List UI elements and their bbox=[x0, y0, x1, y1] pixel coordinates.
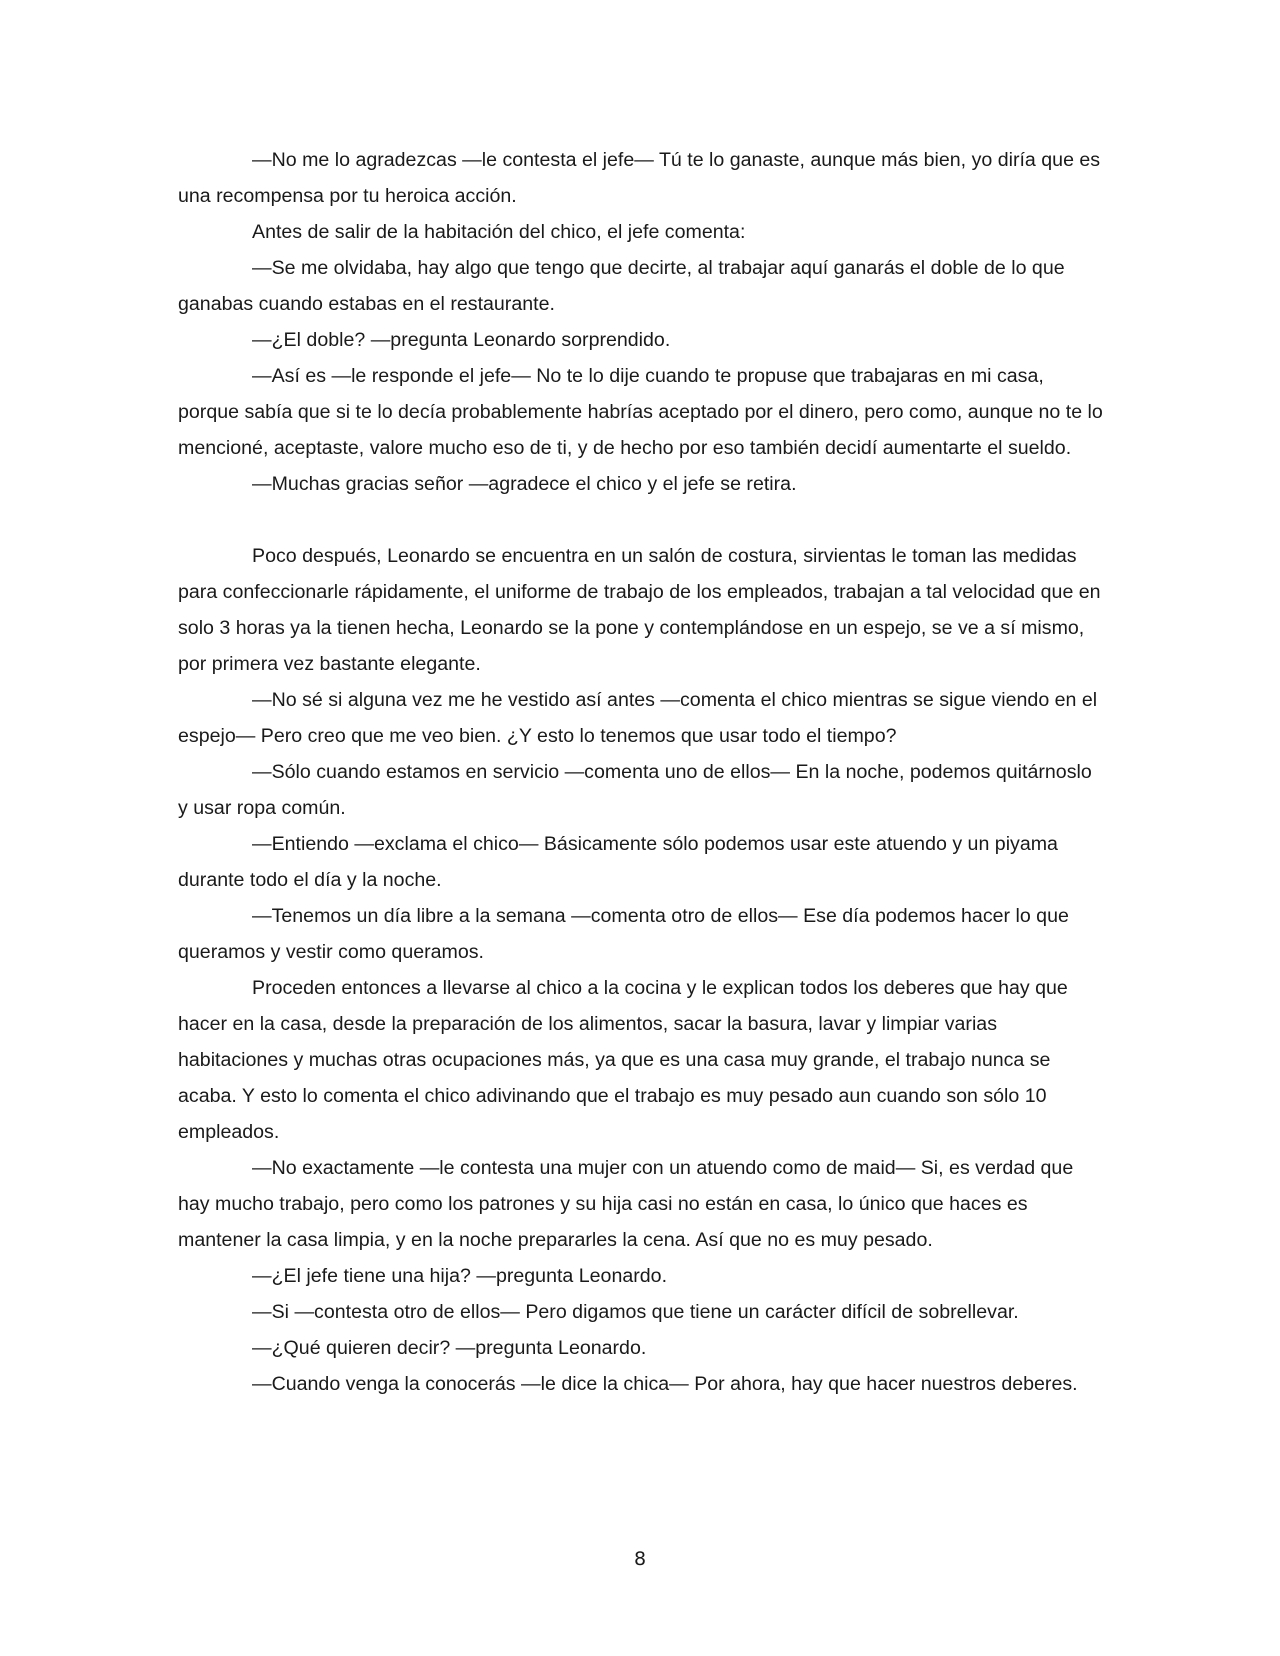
paragraph: —Así es —le responde el jefe— No te lo dije cuando te propuse que trabajaras en mi casa, porque sabía que si te lo decía probablemente habrías aceptado por el dinero, pero como, aunque no te lo mencioné, aceptaste, valore mucho eso de ti, y de hecho por eso también decidí aumentarte el sueldo. bbox=[178, 365, 1103, 459]
paragraph: —¿El jefe tiene una hija? —pregunta Leonardo. bbox=[252, 1265, 668, 1287]
paragraph: —No exactamente —le contesta una mujer con un atuendo como de maid— Si, es verdad que hay mucho trabajo, pero como los patrones y su hija casi no están en casa, lo único que haces es mantener la casa limpia, y en la noche prepararles la cena. Así que no es muy pesado. bbox=[178, 1157, 1074, 1251]
paragraph: —Cuando venga la conocerás —le dice la chica— Por ahora, hay que hacer nuestros deberes. bbox=[252, 1373, 1078, 1395]
paragraph: —¿El doble? —pregunta Leonardo sorprendido. bbox=[252, 329, 671, 351]
paragraph: —Entiendo —exclama el chico— Básicamente sólo podemos usar este atuendo y un piyama durante todo el día y la noche. bbox=[178, 833, 1058, 891]
paragraph: —Si —contesta otro de ellos— Pero digamos que tiene un carácter difícil de sobrellevar. bbox=[252, 1301, 1019, 1323]
paragraph: Poco después, Leonardo se encuentra en un salón de costura, sirvientas le toman las medidas para confeccionarle rápidamente, el uniforme de trabajo de los empleados, trabajan a tal velocidad que en solo 3 horas ya la tienen hecha, Leonardo se la pone y contemplándose en un espejo, se ve a sí mismo, por primera vez bastante elegante. bbox=[178, 545, 1101, 675]
paragraph: —¿Qué quieren decir? —pregunta Leonardo. bbox=[252, 1337, 647, 1359]
paragraph: —Se me olvidaba, hay algo que tengo que decirte, al trabajar aquí ganarás el doble de lo que ganabas cuando estabas en el restaurante. bbox=[178, 257, 1065, 315]
paragraph: —Tenemos un día libre a la semana —comenta otro de ellos— Ese día podemos hacer lo que queramos y vestir como queramos. bbox=[178, 905, 1069, 963]
paragraph: Antes de salir de la habitación del chico, el jefe comenta: bbox=[252, 221, 746, 243]
page-number: 8 bbox=[633, 1548, 647, 1570]
paragraph: Proceden entonces a llevarse al chico a la cocina y le explican todos los deberes que hay que hacer en la casa, desde la preparación de los alimentos, sacar la basura, lavar y limpiar varias habitaciones y muchas otras ocupaciones más, ya que es una casa muy grande, el trabajo nunca se acaba. Y esto lo comenta el chico adivinando que el trabajo es muy pesado aun cuando son sólo 10 empleados. bbox=[178, 977, 1068, 1143]
paragraph: —No me lo agradezcas —le contesta el jefe— Tú te lo ganaste, aunque más bien, yo diría que es una recompensa por tu heroica acción. bbox=[178, 149, 1101, 207]
paragraph: —No sé si alguna vez me he vestido así antes —comenta el chico mientras se sigue viendo en el espejo— Pero creo que me veo bien. ¿Y esto lo tenemos que usar todo el tiempo? bbox=[178, 689, 1098, 747]
paragraph: —Sólo cuando estamos en servicio —comenta uno de ellos— En la noche, podemos quitárnoslo y usar ropa común. bbox=[178, 761, 1092, 819]
section-break bbox=[178, 502, 1103, 538]
paragraph: —Muchas gracias señor —agradece el chico y el jefe se retira. bbox=[252, 473, 797, 495]
body-text bbox=[178, 142, 1103, 1402]
